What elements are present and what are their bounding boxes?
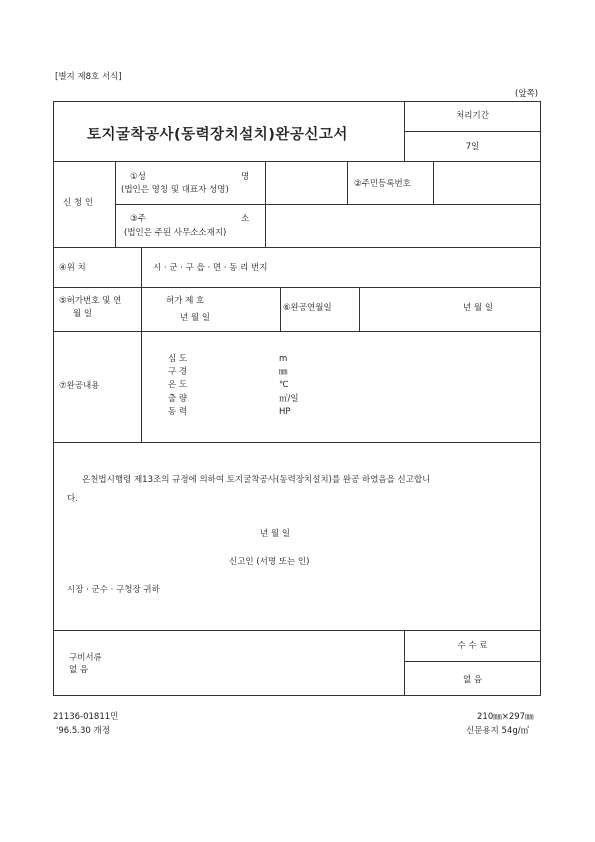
details-label: ⑦완공내용 xyxy=(59,381,100,391)
applicant-label: 신 청 인 xyxy=(63,198,94,208)
processing-period-value: 7일 xyxy=(465,142,480,152)
address-sublabel: (법인은 주된 사무소소재지) xyxy=(124,228,227,238)
col-divider xyxy=(359,287,360,331)
rrn-label: ②주민등록번호 xyxy=(354,179,411,189)
required-docs-value: 없 음 xyxy=(69,665,89,675)
col-divider xyxy=(404,630,405,696)
permit-number[interactable]: 허가 제 호 xyxy=(166,296,205,306)
row-divider xyxy=(115,204,541,205)
rrn-field[interactable] xyxy=(436,166,538,200)
row-divider xyxy=(404,131,541,132)
permit-date[interactable]: 년 월 일 xyxy=(180,313,211,323)
name-label-end: 명 xyxy=(241,172,250,182)
address-field[interactable] xyxy=(268,208,538,243)
detail-bore: 구 경 xyxy=(168,367,188,377)
address-label-end: 소 xyxy=(241,214,250,224)
detail-yield-unit: ㎥/일 xyxy=(279,394,299,404)
col-divider xyxy=(347,161,348,204)
row-divider xyxy=(53,247,541,248)
detail-depth-unit: m xyxy=(279,354,288,364)
permit-label-date: 월 일 xyxy=(73,309,93,319)
form-number: [별지 제8호 서식] xyxy=(55,72,122,82)
row-divider xyxy=(53,442,541,443)
name-sublabel: (법인은 명칭 및 대표자 성명) xyxy=(121,185,229,195)
row-divider xyxy=(404,661,541,662)
location-value[interactable]: 시 · 군 · 구 읍 · 면 · 동 리 번지 xyxy=(153,263,268,273)
row-divider xyxy=(53,161,541,162)
fee-value: 없 음 xyxy=(462,675,483,685)
col-divider xyxy=(141,247,142,442)
completion-date-value[interactable]: 년 월 일 xyxy=(463,303,494,313)
completion-date-label: ⑥완공연월일 xyxy=(283,303,332,313)
col-divider xyxy=(265,161,266,247)
fee-label: 수 수 료 xyxy=(457,641,488,651)
paper-type: 신문용지 54g/㎡ xyxy=(466,726,530,736)
statement-date[interactable]: 년 월 일 xyxy=(260,529,291,539)
name-label: ①성 xyxy=(130,172,146,182)
row-divider xyxy=(53,630,541,631)
revision-date: '96.5.30 개정 xyxy=(56,726,110,736)
col-divider xyxy=(115,161,116,247)
permit-label: ⑤허가번호 및 연 xyxy=(59,296,122,306)
detail-power: 동 력 xyxy=(168,407,188,417)
paper-size: 210㎜×297㎜ xyxy=(477,712,534,722)
address-label: ③주 xyxy=(130,214,146,224)
form-title: 토지굴착공사(동력장치설치)완공신고서 xyxy=(87,127,348,143)
statement-line1: 온천법시행령 제13조의 규정에 의하여 토지굴착공사(동력장치설치)를 완공 하였음을 신고합니 xyxy=(82,475,431,485)
detail-yield: 출 량 xyxy=(168,394,188,404)
form-code: 21136-01811민 xyxy=(53,712,119,722)
processing-period-label: 처리기간 xyxy=(456,111,489,121)
detail-temperature: 온 도 xyxy=(168,380,188,390)
location-label: ④위 치 xyxy=(59,263,86,273)
required-docs-label: 구비서류 xyxy=(69,653,102,663)
addressee: 시장 · 군수 · 구청장 귀하 xyxy=(67,585,160,595)
detail-temperature-unit: ℃ xyxy=(279,380,289,390)
detail-bore-unit: ㎜ xyxy=(279,367,288,377)
col-divider xyxy=(433,161,434,204)
reporter-signature[interactable]: 신고인 (서명 또는 인) xyxy=(229,557,310,567)
col-divider xyxy=(280,287,281,331)
detail-depth: 심 도 xyxy=(168,354,188,364)
name-field[interactable] xyxy=(268,166,344,200)
page-side-label: (앞쪽) xyxy=(515,89,539,99)
row-divider xyxy=(53,287,541,288)
detail-power-unit: HP xyxy=(279,407,291,417)
row-divider xyxy=(53,331,541,332)
statement-line2: 다. xyxy=(67,494,78,504)
